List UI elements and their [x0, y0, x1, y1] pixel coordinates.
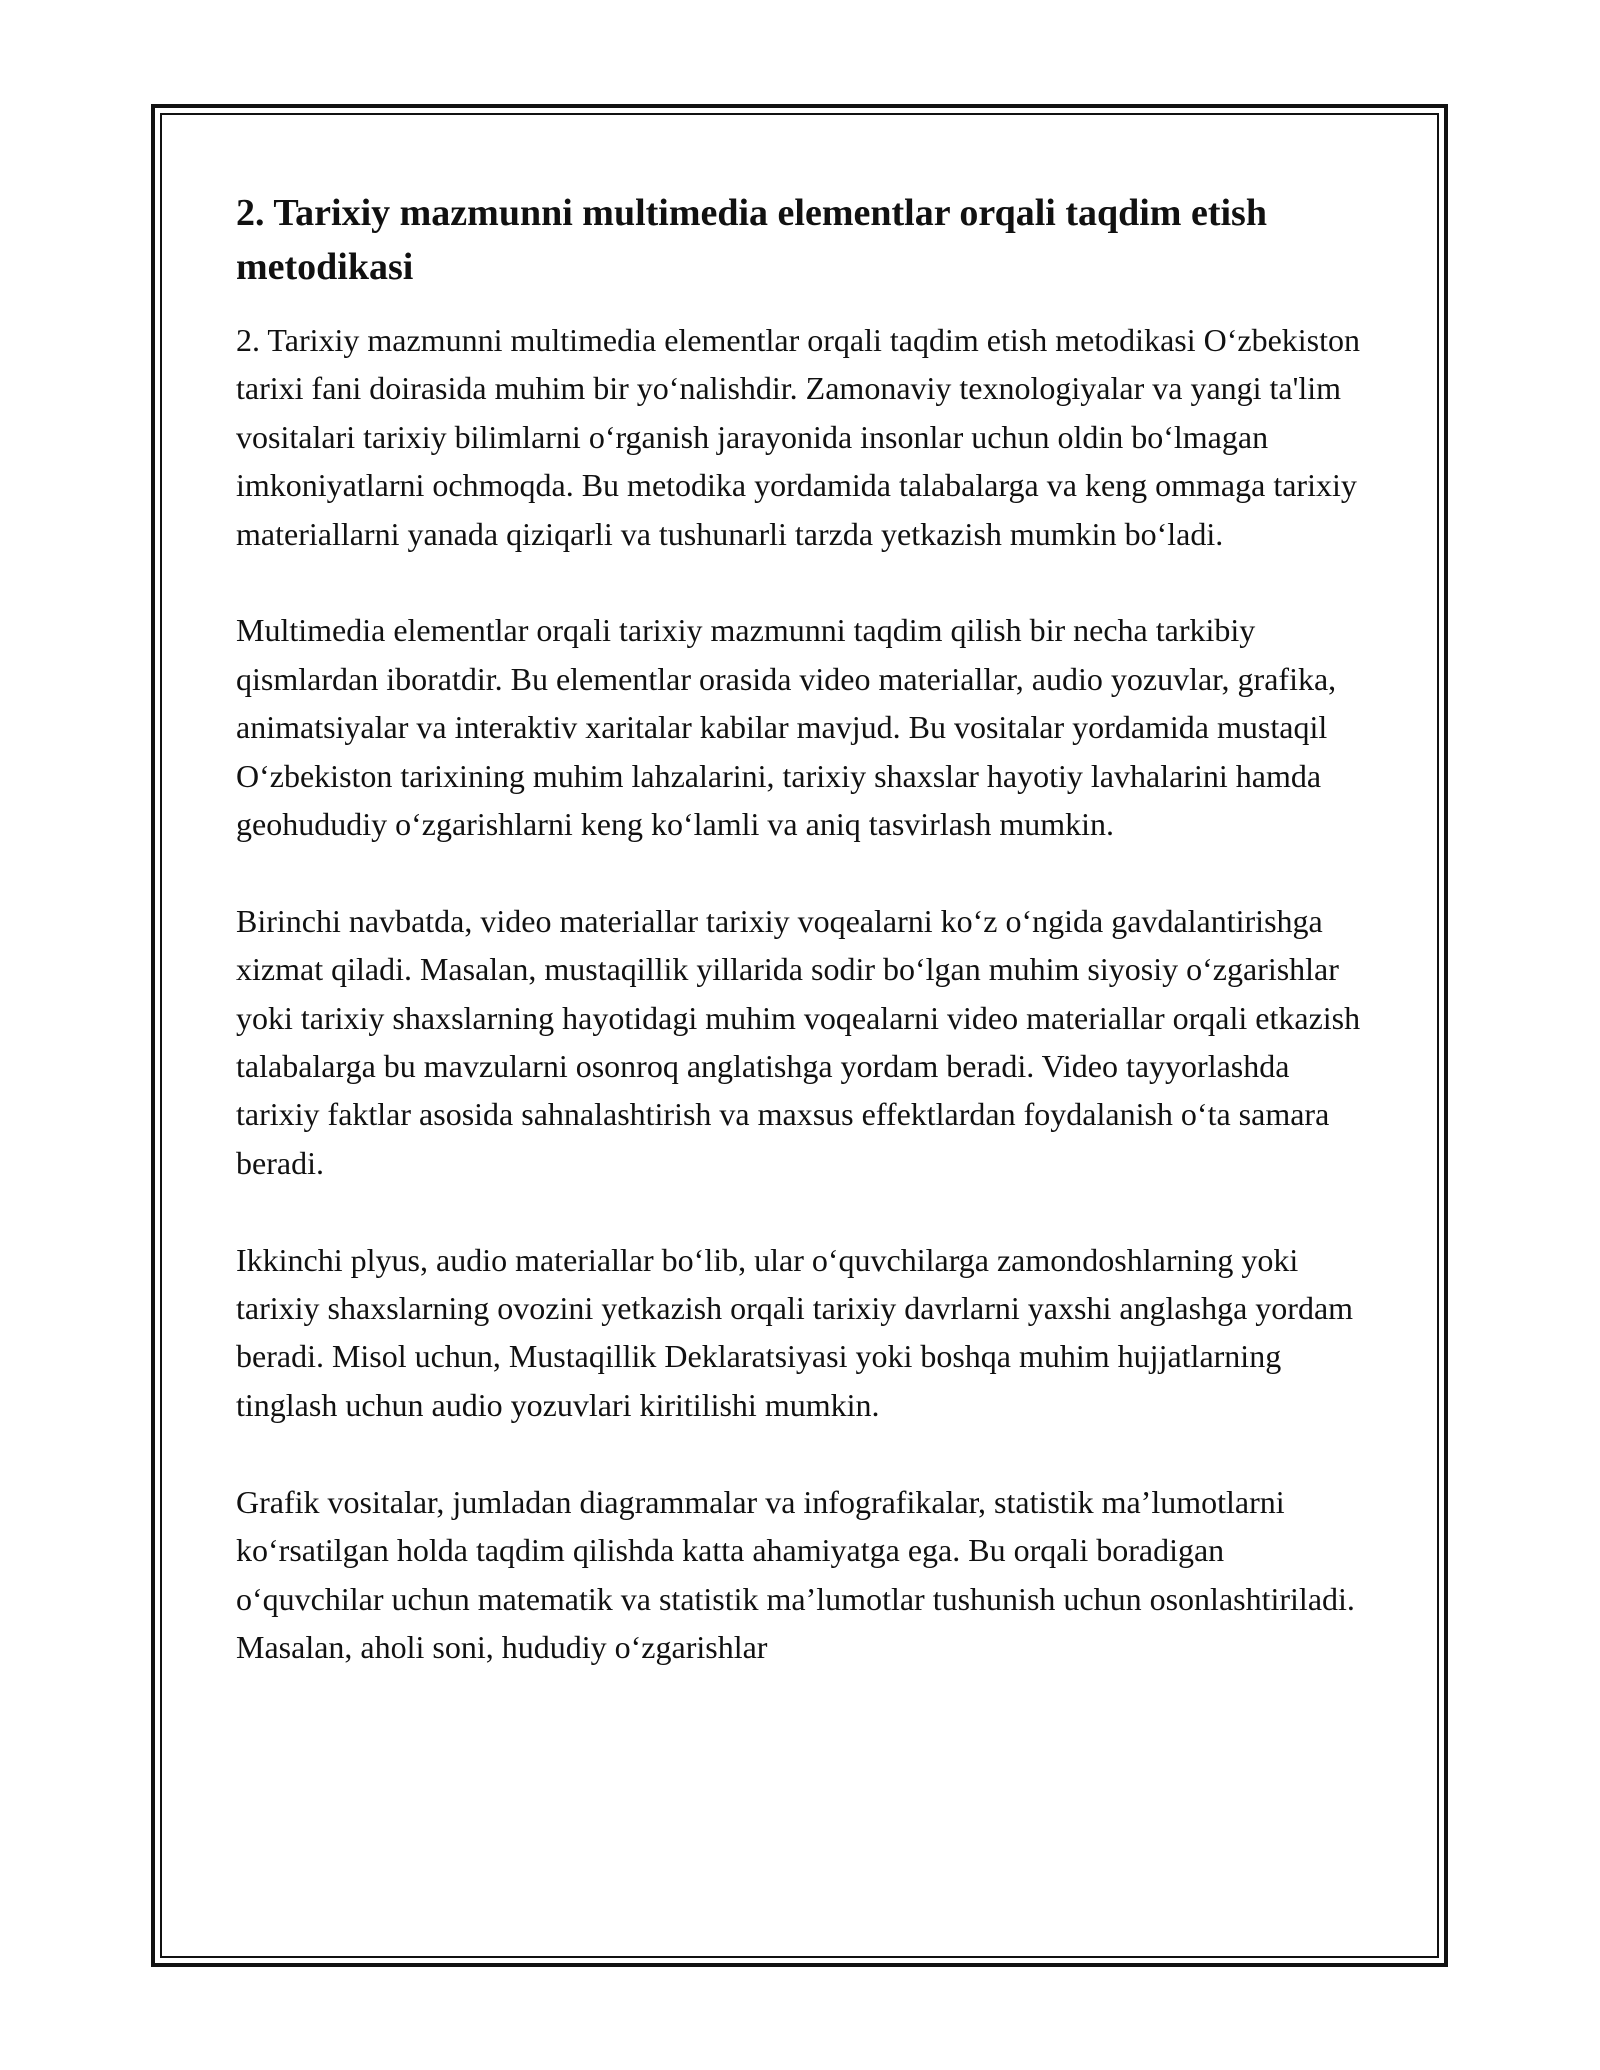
paragraph-graphic-tools: Grafik vositalar, jumladan diagrammalar va infografikalar, statistik ma’lumotlarni ko‘rsatilgan holda taqdim qilishda katta ahamiyatga ega. Bu orqali boradigan o‘quvchilar uchun matematik va statistik ma’lumotlar tushunish uchun osonlashtiriladi. Masalan, aholi soni, hududiy o‘zgarishlar: [236, 1483, 1355, 1665]
document-body: [236, 186, 1366, 1720]
section-heading: 2. Tarixiy mazmunni multimedia elementlar orqali taqdim etish metodikasi: [236, 192, 1267, 288]
paragraph-video-materials: Birinchi navbatda, video materiallar tarixiy voqealarni ko‘z o‘ngida gavdalantirishga xizmat qiladi. Masalan, mustaqillik yillarida sodir bo‘lgan muhim siyosiy o‘zgarishlar yoki tarixiy shaxslarning hayotidagi muhim voqealarni video materiallar orqali etkazish talabalarga bu mavzularni osonroq anglatishga yordam beradi. Video tayyorlashda tarixiy faktlar asosida sahnalashtirish va maxsus effektlardan foydalanish o‘ta samara beradi.: [236, 902, 1361, 1181]
paragraph-audio-materials: Ikkinchi plyus, audio materiallar bo‘lib, ular o‘quvchilarga zamondoshlarning yoki tarixiy shaxslarning ovozini yetkazish orqali tarixiy davrlarni yaxshi anglashga yordam beradi. Misol uchun, Mustaqillik Deklaratsiyasi yoki boshqa muhim hujjatlarning tinglash uchun audio yozuvlari kiritilishi mumkin.: [236, 1241, 1354, 1423]
paragraph-intro: 2. Tarixiy mazmunni multimedia elementlar orqali taqdim etish metodikasi O‘zbekiston tarixi fani doirasida muhim bir yo‘nalishdir. Zamonaviy texnologiyalar va yangi ta'lim vositalari tarixiy bilimlarni o‘rganish jarayonida insonlar uchun oldin bo‘lmagan imkoniyatlarni ochmoqda. Bu metodika yordamida talabalarga va keng ommaga tarixiy materiallarni yanada qiziqarli va tushunarli tarzda yetkazish mumkin bo‘ladi.: [236, 322, 1361, 552]
paragraph-multimedia-components: Multimedia elementlar orqali tarixiy mazmunni taqdim qilish bir necha tarkibiy qismlardan iboratdir. Bu elementlar orasida video materiallar, audio yozuvlar, grafika, animatsiyalar va interaktiv xaritalar kabilar mavjud. Bu vositalar yordamida mustaqil O‘zbekiston tarixining muhim lahzalarini, tarixiy shaxslar hayotiy lavhalarini hamda geohududiy o‘zgarishlarni keng ko‘lamli va aniq tasvirlash mumkin.: [236, 612, 1337, 843]
